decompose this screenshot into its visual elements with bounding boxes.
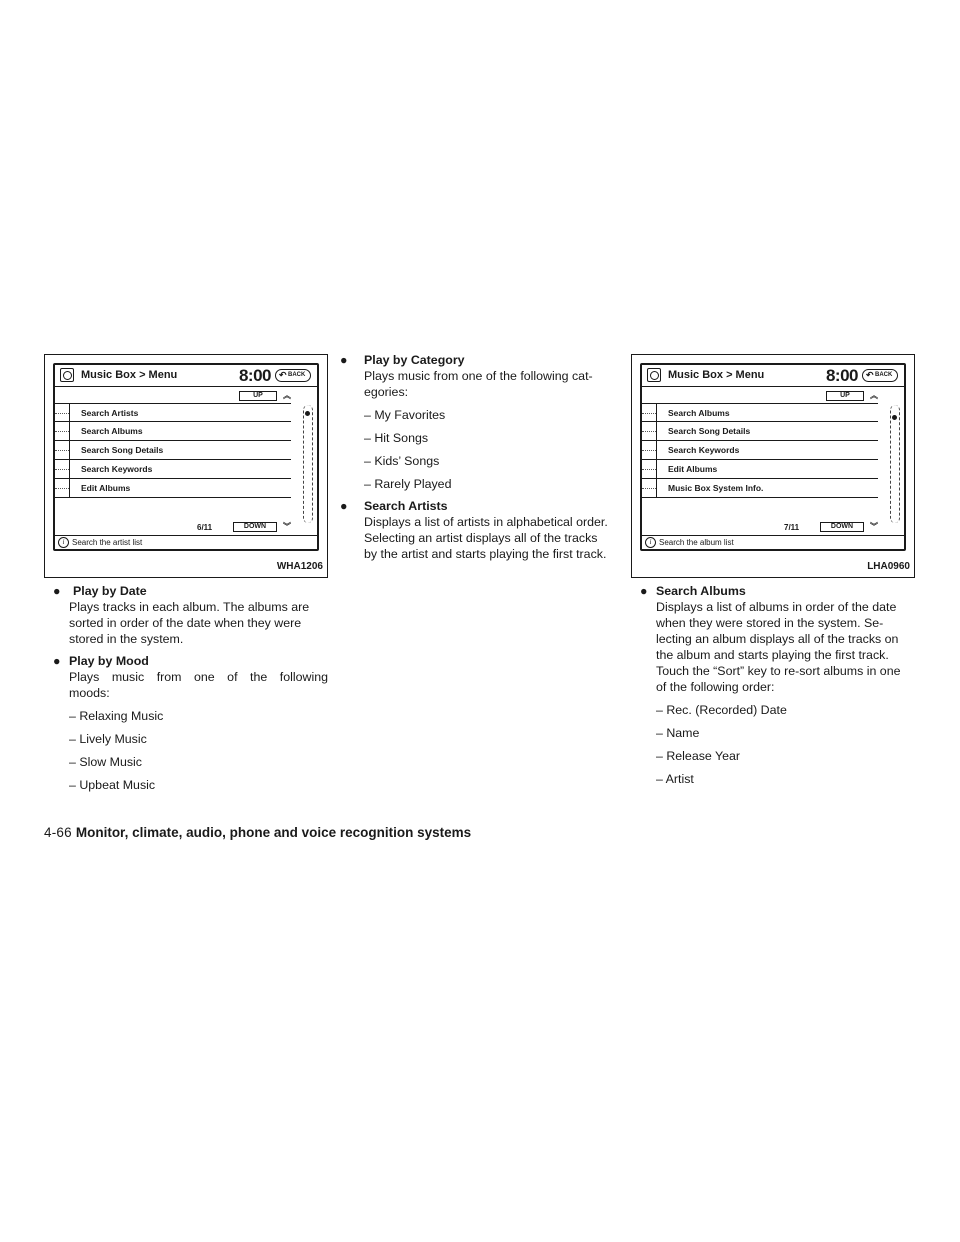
paragraph-line: Plays tracks in each album. The albums are — [69, 600, 310, 614]
chevron-up-icon: ︽ — [870, 391, 878, 400]
info-icon: i — [645, 537, 656, 548]
paragraph-line: of the following order: — [656, 680, 775, 694]
option-item: – Relaxing Music — [69, 709, 164, 723]
paragraph-line: by the artist and starts playing the first track. — [364, 547, 607, 561]
option-item: – Rarely Played — [364, 477, 452, 491]
scroll-thumb[interactable] — [892, 415, 897, 420]
paragraph-line: Selecting an artist displays all of the tracks — [364, 531, 598, 545]
menu-item-system-info[interactable]: Music Box System Info. — [642, 479, 878, 498]
chevron-up-icon: ︽ — [283, 391, 291, 400]
bullet-icon: ● — [340, 353, 348, 367]
option-item: – Artist — [656, 772, 694, 786]
chevron-down-icon: ︾ — [283, 522, 291, 531]
music-box-menu-screen — [53, 363, 319, 551]
screen-footer — [55, 535, 317, 549]
menu-item-edit-albums[interactable]: Edit Albums — [55, 479, 291, 498]
option-item: – Release Year — [656, 749, 741, 763]
music-box-menu-screen — [640, 363, 906, 551]
page-indicator: 6/11 — [197, 523, 213, 532]
figure-code: LHA0960 — [867, 561, 910, 572]
music-box-icon — [60, 368, 74, 382]
up-button[interactable]: UP — [239, 391, 277, 401]
option-item: – Hit Songs — [364, 431, 429, 445]
back-button[interactable]: ↶ BACK — [862, 369, 898, 382]
menu-list — [55, 403, 291, 498]
back-arrow-icon: ↶ — [279, 370, 287, 380]
screen-footer — [642, 535, 904, 549]
menu-item-search-keywords[interactable]: Search Keywords — [642, 441, 878, 460]
option-item: – Lively Music — [69, 732, 147, 746]
bullet-icon: ● — [53, 654, 61, 668]
chapter-title: Monitor, climate, audio, phone and voice recognition systems — [75, 825, 472, 840]
paragraph-line: Touch the “Sort” key to re-sort albums in one — [656, 664, 901, 678]
paragraph-line: egories: — [364, 385, 409, 399]
option-item: – Rec. (Recorded) Date — [656, 703, 787, 717]
option-item: – Slow Music — [69, 755, 142, 769]
footer-hint: Search the album list — [659, 538, 734, 547]
option-item: – Upbeat Music — [69, 778, 156, 792]
section-play-by-category — [340, 352, 620, 562]
paragraph-line: Plays music from one of the following cat- — [364, 369, 593, 383]
menu-item-search-artists[interactable]: Search Artists — [55, 403, 291, 422]
back-button[interactable]: ↶ BACK — [275, 369, 311, 382]
figure-lha0960 — [631, 354, 915, 578]
section-play-by-date — [53, 583, 328, 793]
scrollbar[interactable] — [890, 405, 900, 523]
paragraph-line: Plays music from one of the following — [69, 670, 328, 684]
paragraph-line: stored in the system. — [69, 632, 184, 646]
option-item: – Kids’ Songs — [364, 454, 440, 468]
figure-code: WHA1206 — [276, 561, 323, 572]
option-item: – Name — [656, 726, 700, 740]
screen-header — [55, 365, 317, 387]
up-button[interactable]: UP — [826, 391, 864, 401]
menu-item-search-song-details[interactable]: Search Song Details — [642, 422, 878, 441]
scroll-thumb[interactable] — [305, 411, 310, 416]
menu-item-search-song-details[interactable]: Search Song Details — [55, 441, 291, 460]
down-button[interactable]: DOWN — [233, 522, 277, 532]
paragraph-line: the album and starts playing the first track. — [656, 648, 889, 662]
paragraph-line: Displays a list of artists in alphabetical order. — [364, 515, 608, 529]
paragraph-line: moods: — [69, 686, 110, 700]
section-heading: ● Play by Date — [53, 584, 147, 598]
section-heading: ● Play by Mood — [53, 654, 149, 668]
page-footer — [44, 825, 471, 840]
section-search-albums — [640, 583, 920, 787]
screen-title: Music Box > Menu — [81, 369, 178, 381]
footer-hint: Search the artist list — [72, 538, 143, 547]
music-box-icon — [647, 368, 661, 382]
menu-list — [642, 403, 878, 498]
figure-wha1206 — [44, 354, 328, 578]
menu-item-search-albums[interactable]: Search Albums — [642, 403, 878, 422]
menu-item-search-albums[interactable]: Search Albums — [55, 422, 291, 441]
section-heading: ● Play by Category — [340, 353, 465, 367]
menu-item-search-keywords[interactable]: Search Keywords — [55, 460, 291, 479]
section-heading: ● Search Artists — [340, 499, 448, 513]
paragraph-line: Displays a list of albums in order of the date — [656, 600, 897, 614]
clock: 8:00 — [238, 366, 271, 385]
paragraph-line: sorted in order of the date when they were — [69, 616, 302, 630]
screen-header — [642, 365, 904, 387]
menu-item-edit-albums[interactable]: Edit Albums — [642, 460, 878, 479]
section-heading: ● Search Albums — [640, 584, 746, 598]
bullet-icon: ● — [53, 584, 61, 598]
page-indicator: 7/11 — [784, 523, 800, 532]
screen-title: Music Box > Menu — [668, 369, 765, 381]
info-icon: i — [58, 537, 69, 548]
bullet-icon: ● — [640, 584, 648, 598]
paragraph-line: lecting an album displays all of the tracks on — [656, 632, 899, 646]
scrollbar[interactable] — [303, 405, 313, 523]
page-number: 4-66 — [44, 825, 72, 840]
down-button[interactable]: DOWN — [820, 522, 864, 532]
option-item: – My Favorites — [364, 408, 446, 422]
back-arrow-icon: ↶ — [866, 370, 874, 380]
clock: 8:00 — [825, 366, 858, 385]
chevron-down-icon: ︾ — [870, 522, 878, 531]
bullet-icon: ● — [340, 499, 348, 513]
paragraph-line: when they were stored in the system. Se- — [656, 616, 884, 630]
